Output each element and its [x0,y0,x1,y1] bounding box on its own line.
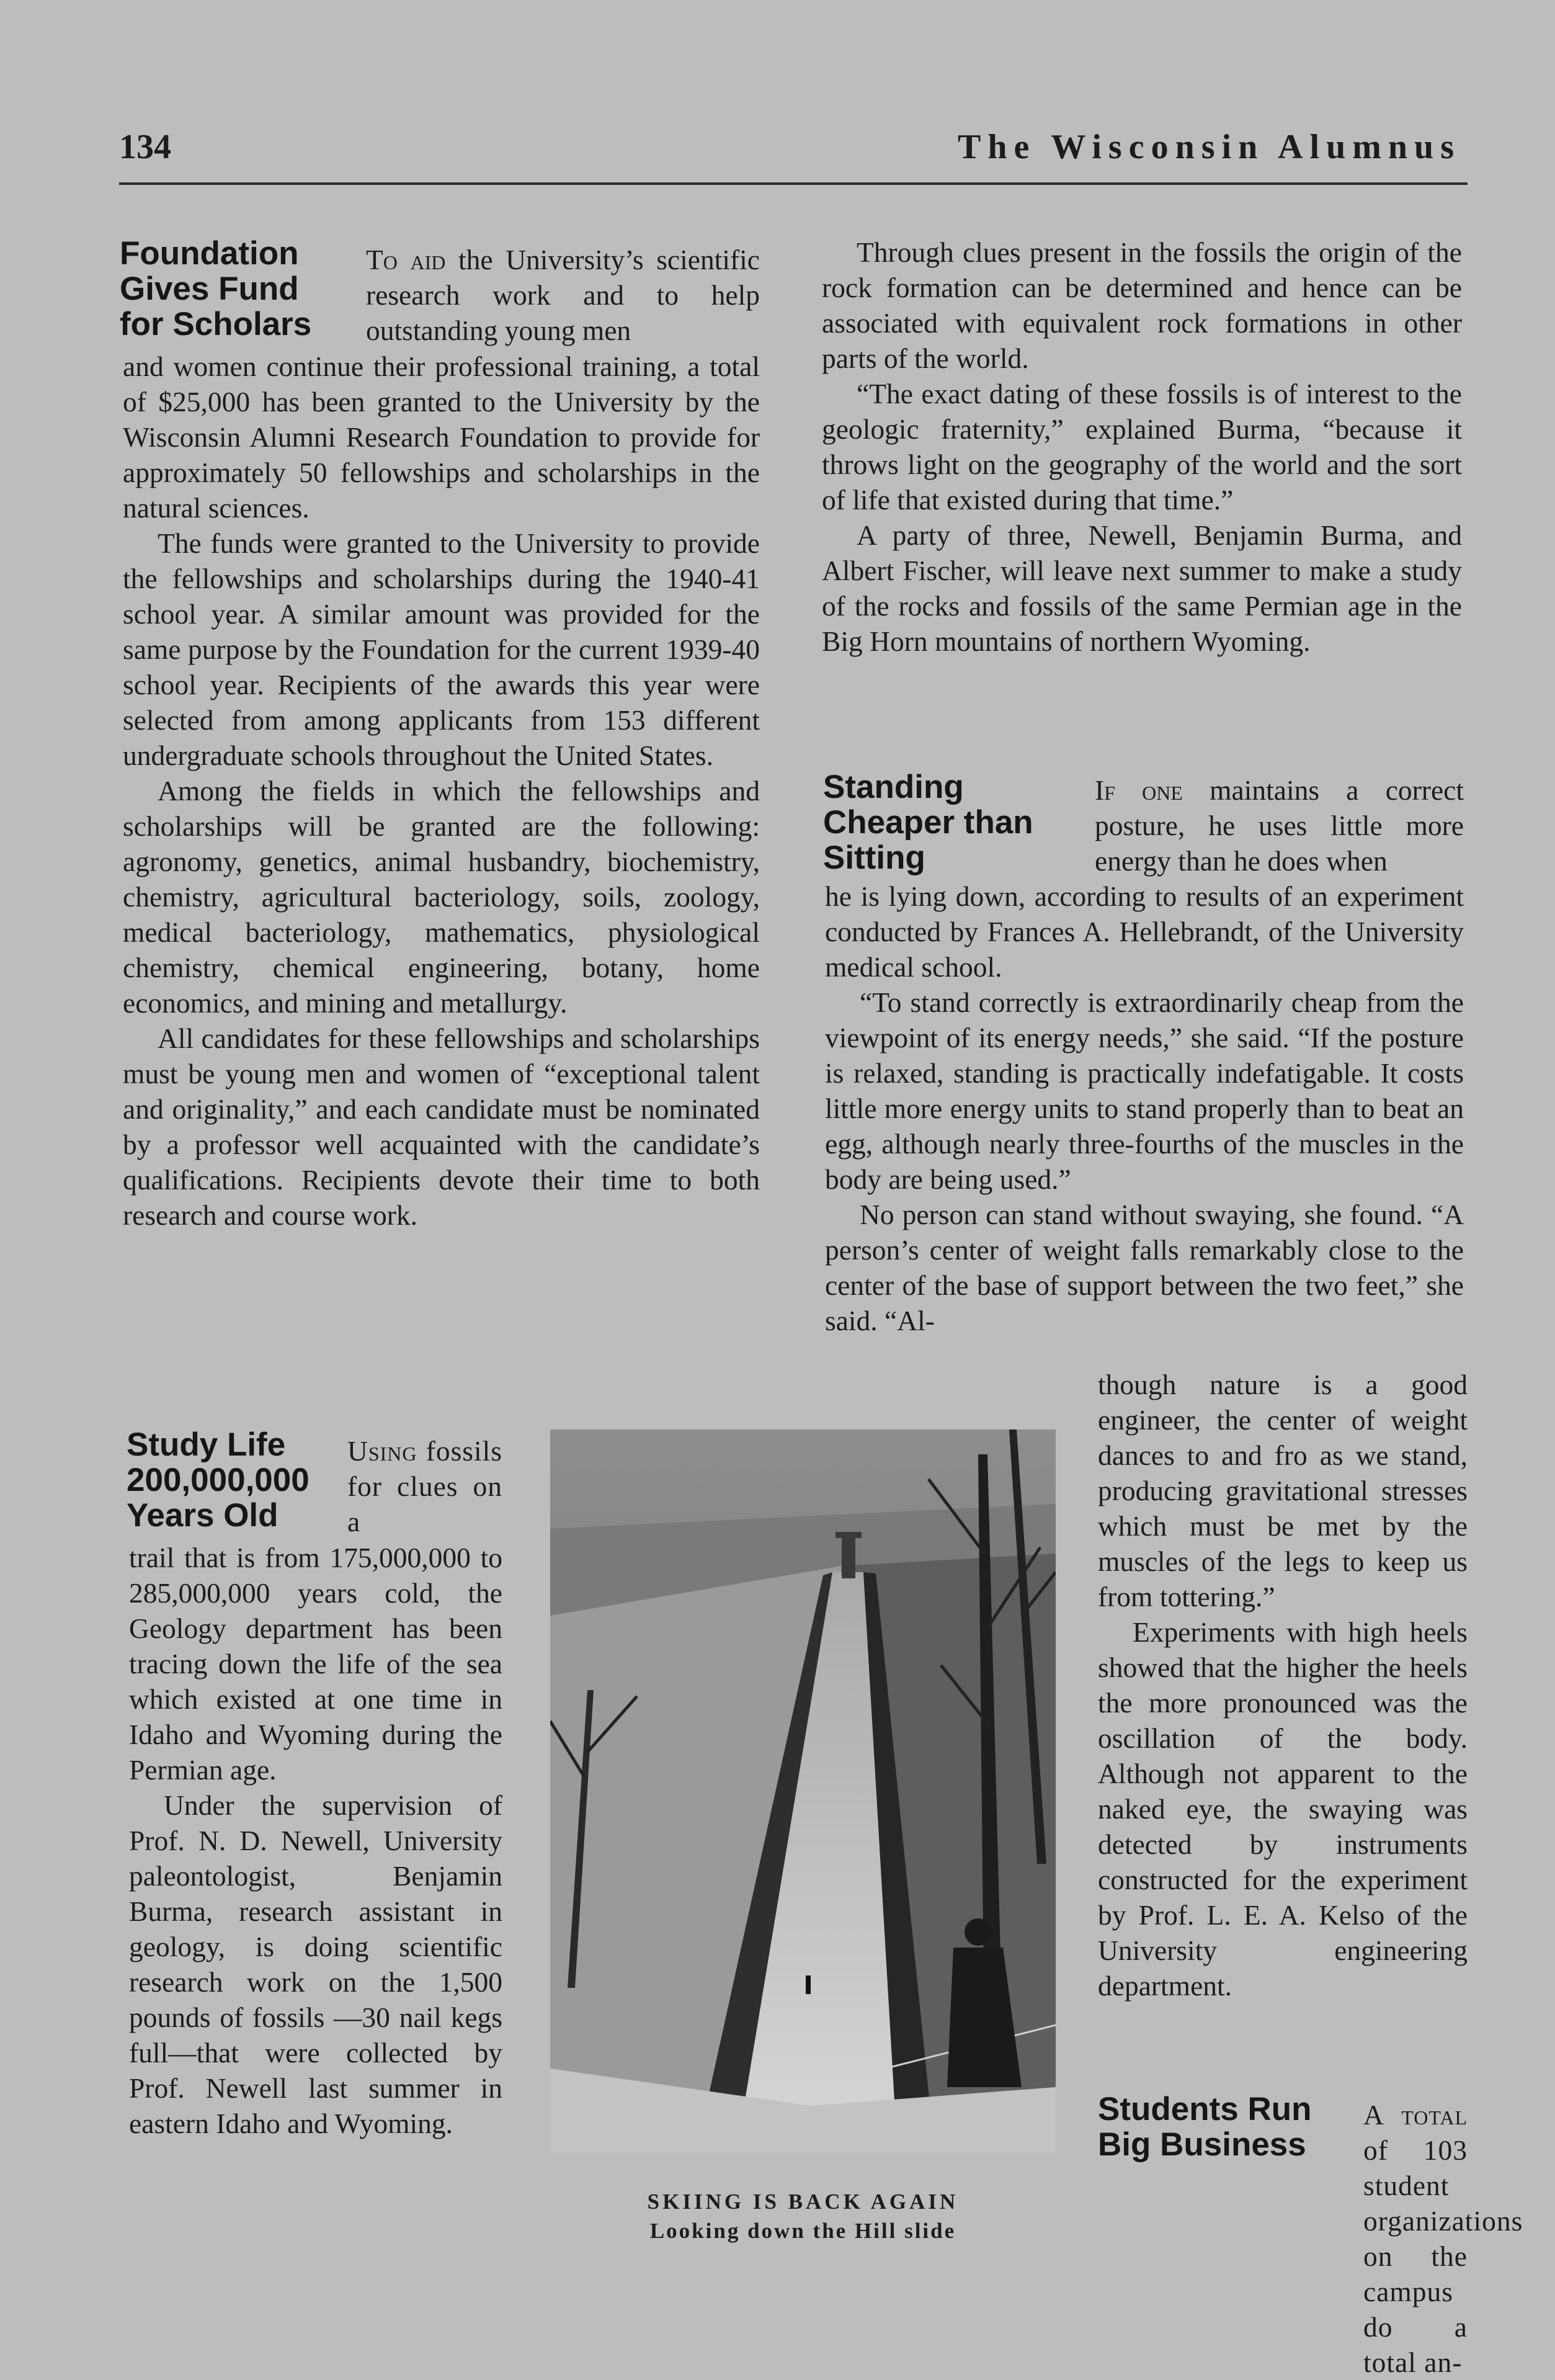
paragraph: All candidates for these fellowships and scholarships must be young men and women of “exceptional talent and originality,” and each candidate must be nominated by a professor well acquainted with the candidate’s qualifications. Recipients devote their time to both research and course work. [123,1022,760,1231]
paragraph: “To stand correctly is extraordinarily cheap from the viewpoint of its energy needs,” she said. “If the posture is relaxed, standing is practically indefatigable. It costs little more energy units to stand properly than to beat an egg, although nearly three-fourths of the muscles in the body are being used.” [825,986,1464,1195]
headline-line: Sitting [823,839,925,876]
ski-slide-photo [550,1429,1056,2153]
paragraph: “The exact dating of these fossils is of interest to the geologic fraternity,” explained Burma, “because it throws light on the geography of the world and the sort of life that existed during that time.” [822,378,1462,516]
paragraph: though nature is a good engineer, the center of weight dances to and fro as we stand, producing gravitational stresses which must be met by the muscles of the legs to keep us from tottering.” [1098,1369,1468,1613]
caption-title: SKIING IS BACK AGAIN [647,2190,959,2214]
magazine-title: The Wisconsin Alumnus [958,128,1461,166]
headline-line: for Scholars [120,306,312,342]
headline-line: Study Life [127,1426,286,1463]
standing-continued [1098,1367,1468,2003]
lead-text: of 103 student organizations on the campus do a total an- [1363,2134,1523,2378]
paragraph: Among the fields in which the fellowships and scholarships will be granted are the following: agronomy, genetics, animal husbandry, biochemistry, chemistry, agricultural bacteriology, soils, zoology, medical bacteriology, mathematics, physiological chemistry, chemical engineering, botany, home economics, and mining and metallurgy. [123,775,760,1019]
paragraph: he is lying down, according to results of an experiment conducted by Frances A. Hellebrandt, of the University medical school. [825,880,1464,983]
lead-text: the University’s scientific research work and to help outstanding young men [366,244,760,346]
headline-line: Students Run [1098,2091,1312,2127]
students-run-headline [1098,2091,1311,2162]
study-life-continued [822,235,1462,659]
headline-line: Years Old [127,1497,278,1534]
paragraph: Experiments with high heels showed that the higher the heels the more pronounced was the oscillation of the body. Although not apparent to the naked eye, the swaying was detected by instruments constructed for the experiment by Prof. L. E. A. Kelso of the University engineering department. [1098,1616,1468,2002]
paragraph: A party of three, Newell, Benjamin Burma, and Albert Fischer, will leave next summer to make a study of the rocks and fossils of the same Permian age in the Big Horn mountains of northern Wyoming. [822,519,1462,657]
headline-line: Cheaper than [823,804,1033,841]
standing-lead [1095,772,1464,879]
paragraph: The funds were granted to the University to provide the fellowships and scholarships during the 1940-41 school year. A similar amount was provided for the same purpose by the Foundation for the current 1939-40 school year. Recipients of the awards this year were selected from among applicants from 153 different undergraduate schools throughout the United States. [123,527,760,771]
header-rule [119,182,1468,185]
lead-text: maintains a correct posture, he uses little more energy than he does when [1095,774,1464,877]
photo-caption [550,2187,1056,2245]
headline-line: 200,000,000 [127,1462,310,1498]
foundation-lead [366,242,760,348]
paragraph: No person can stand without swaying, she found. “A person’s center of weight falls remarkably close to the center of the base of support between the two feet,” she said. “Al- [825,1199,1464,1336]
headline-line: Gives Fund [120,271,299,307]
paragraph: and women continue their professional training, a total of $25,000 has been granted to the University by the Wisconsin Alumni Research Foundation to provide for approximately 50 fellowships and scholarships in the natural sciences. [123,351,760,524]
headline-line: Foundation [120,235,299,272]
caption-subtitle: Looking down the Hill slide [649,2219,956,2243]
paragraph: trail that is from 175,000,000 to 285,000,000 years cold, the Geology department has been tracing down the life of the sea which existed at one time in Idaho and Wyoming during the Permian age. [129,1542,502,1786]
paragraph: Under the supervision of Prof. N. D. Newell, University paleontologist, Benjamin Burma, research assistant in geology, is doing scientific research work on the 1,500 pounds of fossils —30 nail kegs full—that were collected by Prof. Newell last summer in eastern Idaho and Wyoming. [129,1789,502,2139]
photo-illustration [550,1429,1056,2153]
lead-word: A total [1363,2099,1468,2131]
lead-word: Using [347,1435,417,1467]
lead-word: If one [1095,774,1183,806]
headline-line: Standing [823,769,964,805]
study-life-headline [127,1427,310,1533]
paragraph: Through clues present in the fossils the origin of the rock formation can be determined and hence can be associated with equivalent rock formations in other parts of the world. [822,236,1462,374]
headline-line: Big Business [1098,2126,1306,2163]
page-number: 134 [119,128,171,166]
lead-text: fossils for clues on a [347,1435,502,1537]
study-life-lead [347,1433,502,1539]
standing-body [825,879,1464,1338]
foundation-headline [120,236,311,342]
lead-word: To aid [366,244,446,275]
standing-headline [823,769,1033,875]
foundation-body [123,349,760,1233]
students-run-lead [1363,2097,1523,2380]
study-life-body [129,1540,502,2141]
